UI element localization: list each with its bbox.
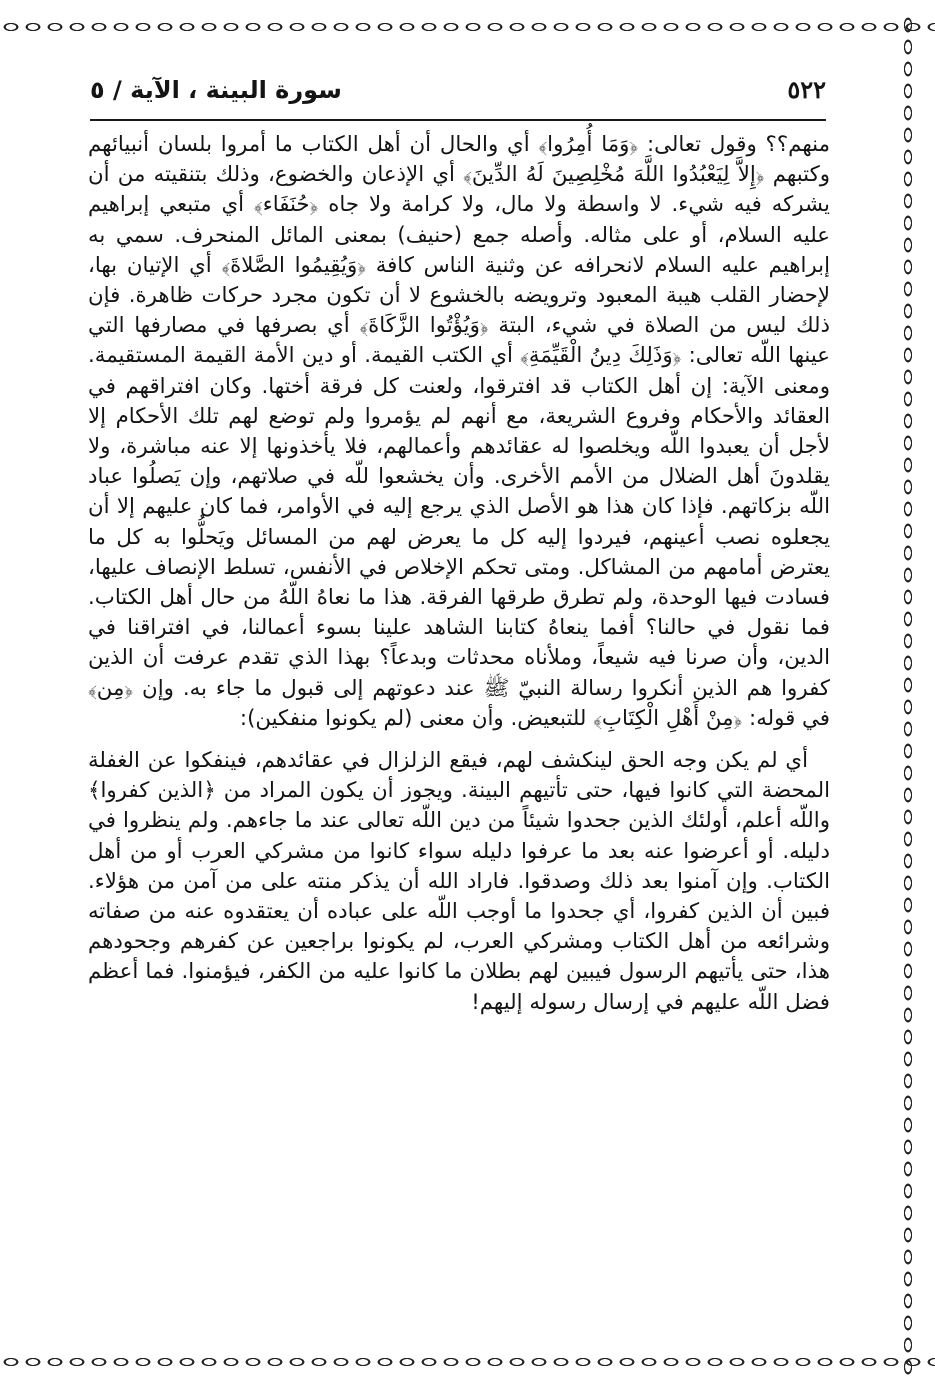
text-body (88, 130, 830, 1018)
top-chain-border (0, 14, 935, 40)
page-header (90, 74, 826, 114)
bottom-chain-border (0, 1349, 935, 1375)
paragraph-2: أي لم يكن وجه الحق لينكشف لهم، فيقع الزلزال في عقائدهم، فينفكوا عن الغفلة المحضة التي كانوا فيها، حتى تأتيهم البينة. ويجوز أن يكون المراد من ﴿الذين كفروا﴾ واللّه أعلم، أولئك الذين جحدوا شيئاً من دين اللّه تعالى عند ما جاءهم. ولم ينظروا في دليله. أو أعرضوا عنه بعد ما عرفوا دليله سواء كانوا من مشركي العرب أو من أهل الكتاب. وإن آمنوا بعد ذلك وصدقوا. فاراد الله أن يذكر منته على من آمن من هؤلاء. فبين أن الذين كفروا، أي جحدوا ما أوجب اللّه على عباده أن يعتقدوه عنه من صفاته وشرائعه من أهل الكتاب ومشركي العرب، لم يكونوا براجعين عن كفرهم وجحودهم هذا، حتى يأتيهم الرسول فيبين لهم بطلان ما كانوا عليه من الكفر، فيؤمنوا. فما أعظم فضل اللّه عليهم في إرسال رسوله إليهم! (88, 748, 830, 1015)
running-head: سورة البينة ، الآية / ٥ (90, 76, 342, 104)
page-number: ٥٢٢ (787, 75, 826, 104)
paragraph-1: منهم؟؟ وقول تعالى: ﴿وَمَا أُمِرُوا﴾ أي والحال أن أهل الكتاب ما أمروا بلسان أنبيائهم وكتبهم ﴿إِلاَّ لِيَعْبُدُوا اللَّهَ مُخْلِصِينَ لَهُ الدِّينَ﴾ أي الإذعان والخضوع، وذلك بتنقيته من أن يشركه فيه شيء. لا واسطة ولا مال، ولا كرامة ولا جاه ﴿حُنَفَاء﴾ أي متبعي إبراهيم عليه السلام، أو على مثاله. وأصله جمع (حنيف) بمعنى المائل المنحرف. سمي به إبراهيم عليه السلام لانحرافه عن وثنية الناس كافة ﴿وَيُقِيمُوا الصَّلاةَ﴾ أي الإتيان بها، لإحضار القلب هيبة المعبود وترويضه بالخشوع لا أن تكون مجرد حركات ظاهرة. فإن ذلك ليس من الصلاة في شيء، البتة ﴿وَيُؤْتُوا الزَّكَاةَ﴾ أي بصرفها في مصارفها التي عينها اللّه تعالى: ﴿وَذَلِكَ دِينُ الْقَيِّمَةِ﴾ أي الكتب القيمة. أو دين الأمة القيمة المستقيمة. ومعنى الآية: إن أهل الكتاب قد افترقوا، ولعنت كل فرقة أختها. وكان افتراقهم في العقائد والأحكام وفروع الشريعة، مع أنهم لم يؤمروا ولم توضع لهم تلك الأحكام إلا لأجل أن يعبدوا اللّه ويخلصوا له عقائدهم وأعمالهم، فلا يأخذونها إلا عنه مباشرة، ولا يقلدونَ أهل الضلال من الأمم الأخرى. وأن يخشعوا للّه في صلاتهم، وإن يَصلُوا عباد اللّه بزكاتهم. فإذا كان هذا هو الأصل الذي يرجع إليه في الأوامر، فما كان عليهم إلا أن يجعلوه نصب أعينهم، فيردوا إليه كل ما يعرض لهم من المسائل ويَحلُّوا به كل ما يعترض أمامهم من المشاكل. ومتى تحكم الإخلاص في الأنفس، تسلط الإنصاف عليها، فسادت فيها الوحدة، ولم تطرق طرقها الفرقة. هذا ما نعاهُ اللّهُ من حال أهل الكتاب. فما نقول في حالنا؟ أفما ينعاهُ كتابنا الشاهد علينا بسوء أعمالنا، في افتراقنا في الدين، وأن صرنا فيه شيعاً، وملأناه محدثات وبدعاً؟ بهذا الذي تقدم عرفت أن الذين كفروا هم الذين أنكروا رسالة النبيّ ﷺ عند دعوتهم إلى قبول ما جاء به. وإن ﴿مِن﴾ في قوله: ﴿مِنْ أَهْلِ الْكِتَابِ﴾ للتبعيض. وأن معنى (لم يكونوا منفكين): (88, 132, 830, 731)
right-chain-border (895, 14, 921, 1375)
header-rule (90, 119, 826, 121)
